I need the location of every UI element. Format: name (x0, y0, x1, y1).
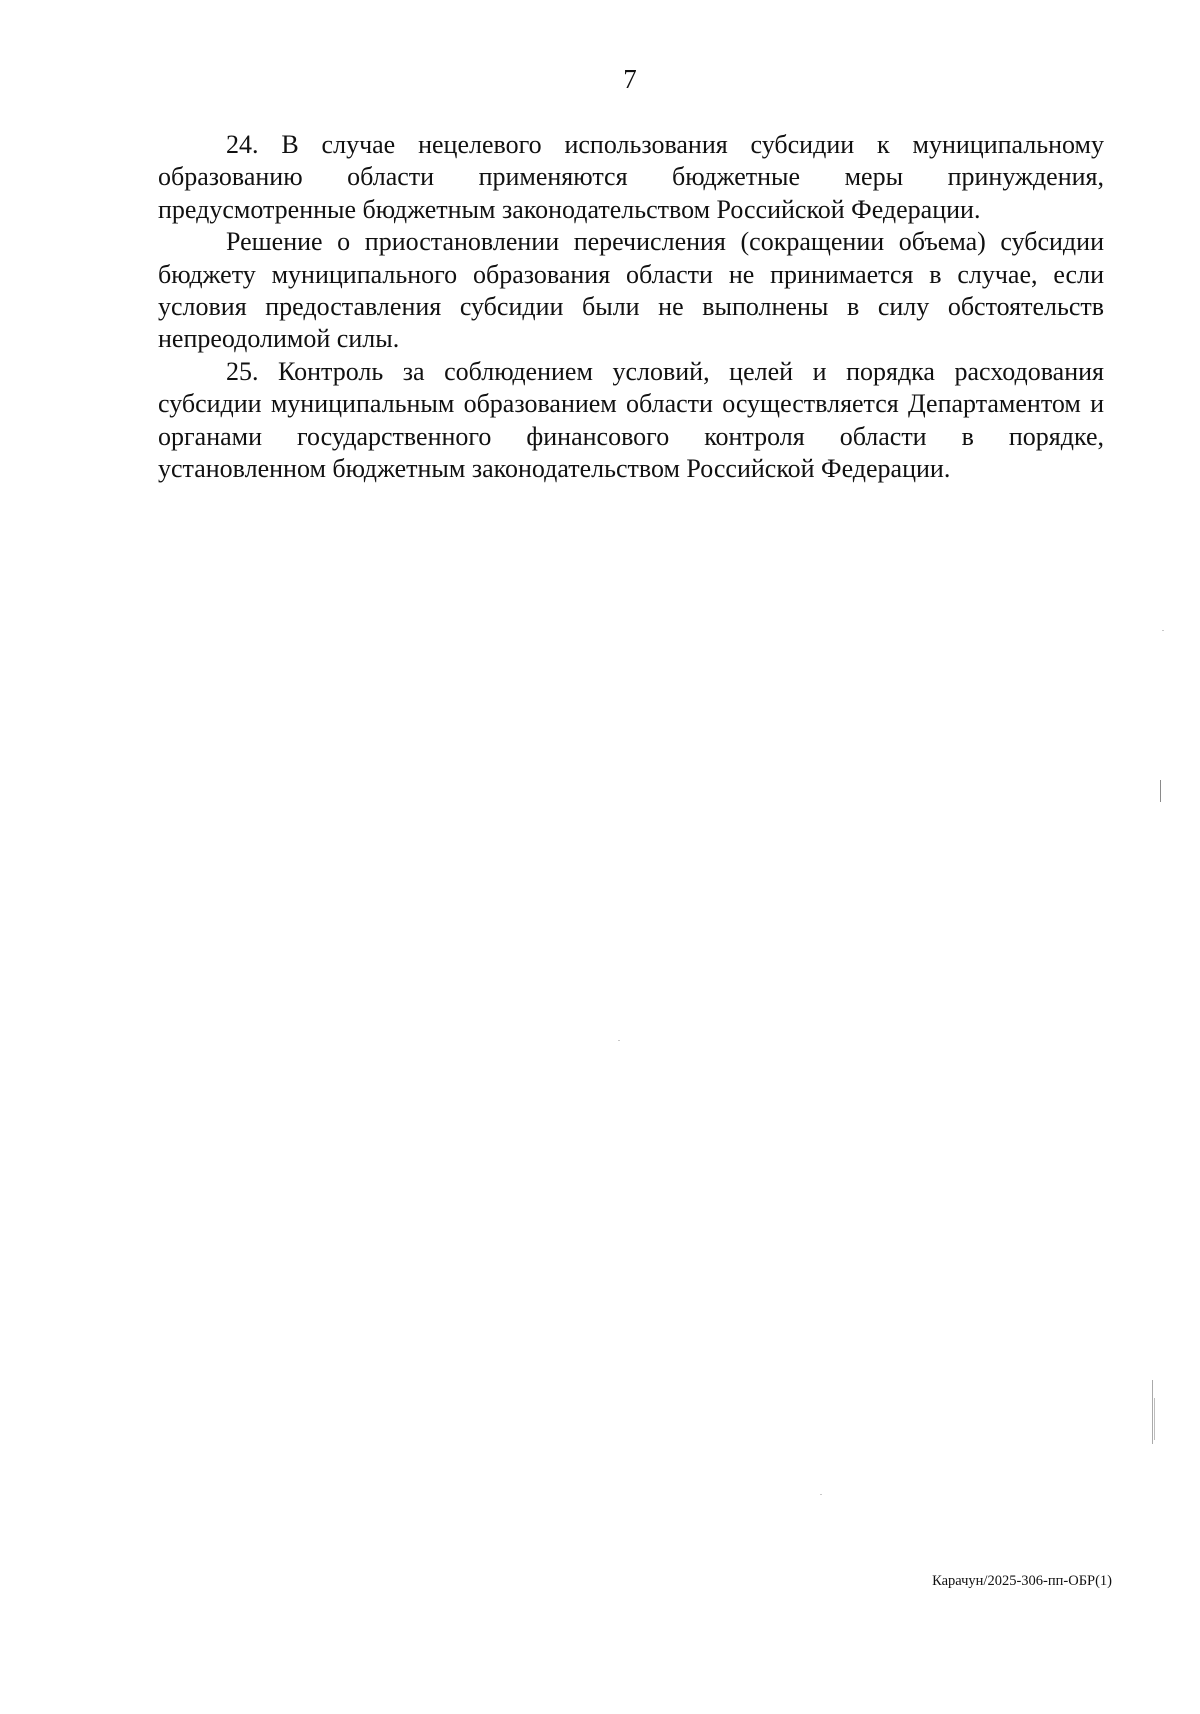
paragraph-25: 25. Контроль за соблюдением условий, целей и порядка расходования субсидии муниципальным образованием области осуществляется Департаментом и органами государственного финансового контроля области в порядке, установленном бюджетным законодательством Российской Федерации. (158, 356, 1104, 484)
scan-artifact-line (1154, 1398, 1155, 1440)
document-body (158, 129, 1104, 485)
scan-artifact-dot (618, 1040, 620, 1041)
paragraph-suspension-decision: Решение о приостановлении перечисления (сокращении объема) субсидии бюджету муниципального образования области не принимается в случае, если условия предоставления субсидии были не выполнены в силу обстоятельств непреодолимой силы. (158, 227, 1104, 354)
page-number: 7 (623, 64, 637, 94)
scan-artifact-dot (1162, 630, 1164, 631)
document-code: Карачун/2025-306-пп-ОБР(1) (932, 1573, 1112, 1589)
paragraph-24: 24. В случае нецелевого использования субсидии к муниципальному образованию области применяются бюджетные меры принуждения, предусмотренные бюджетным законодательством Российской Федерации. (158, 130, 1104, 224)
scan-artifact-line (1152, 1380, 1153, 1444)
scan-artifact-line (1160, 780, 1161, 802)
scan-artifact-dot (820, 1494, 822, 1495)
